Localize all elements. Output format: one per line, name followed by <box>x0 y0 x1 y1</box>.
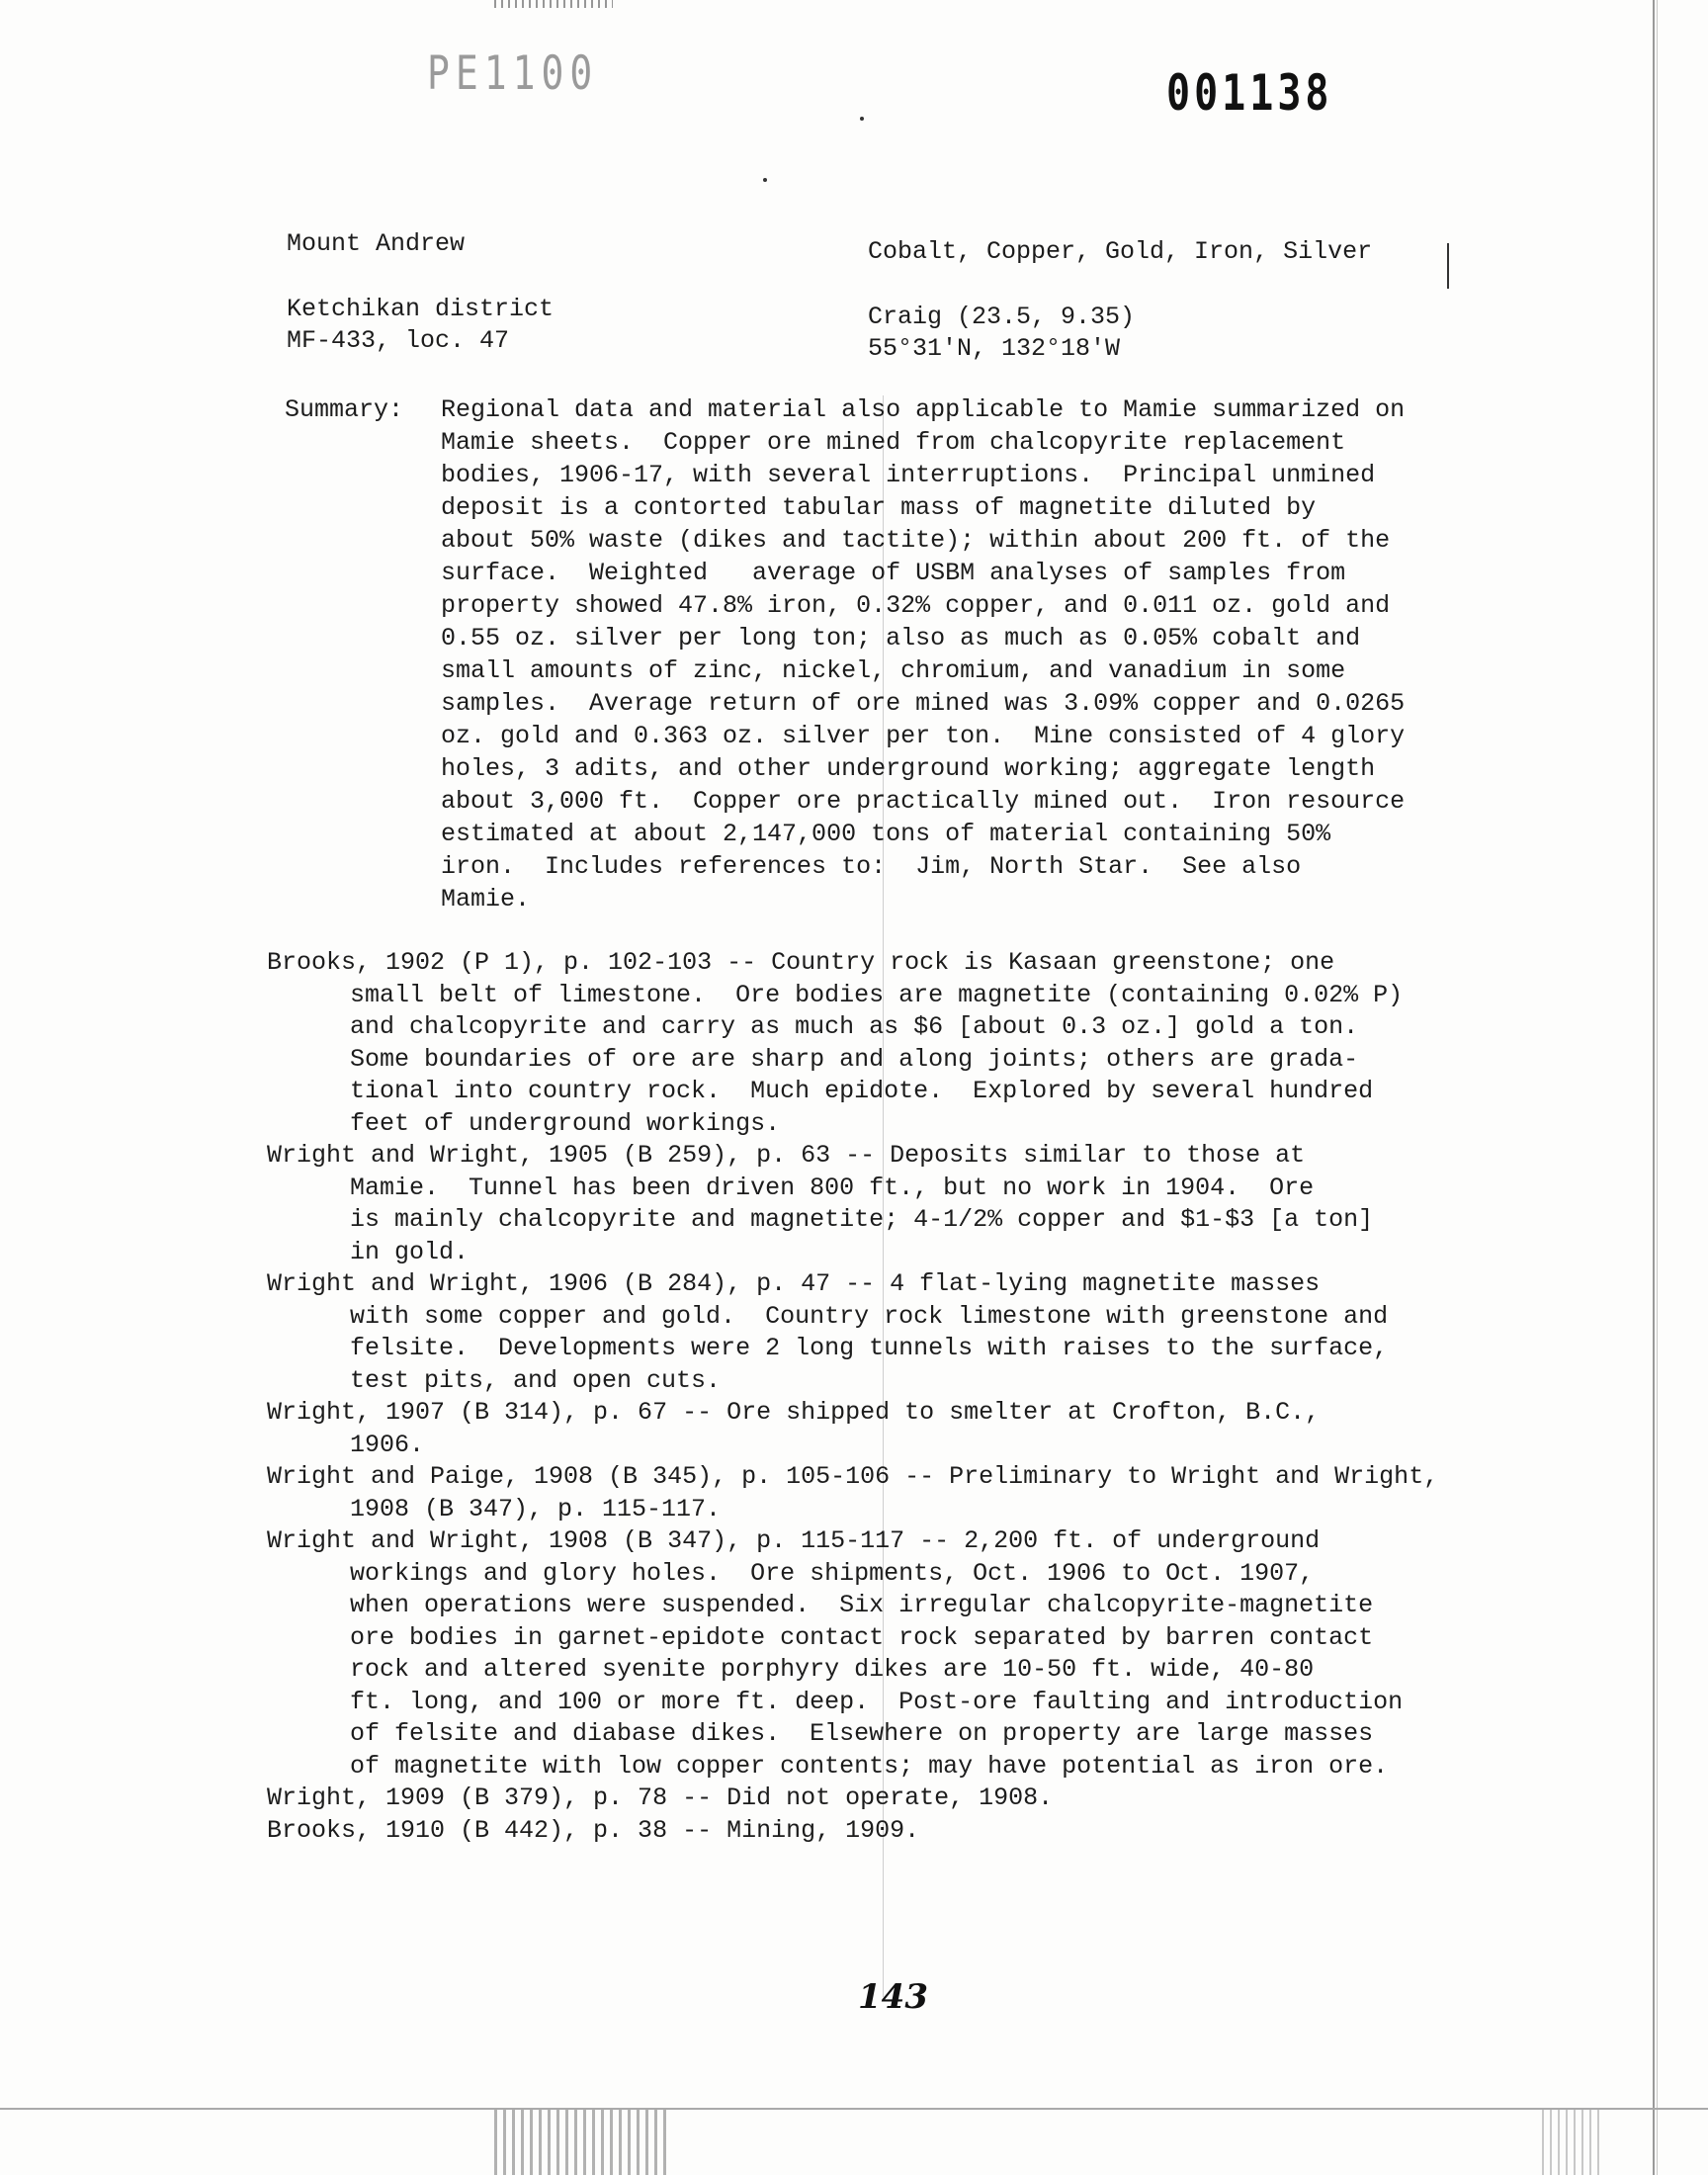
reference-line: Mamie. Tunnel has been driven 800 ft., but no work in 1904. Ore <box>350 1173 1315 1202</box>
reference-line: of magnetite with low copper contents; may have potential as iron ore. <box>350 1751 1389 1781</box>
reference-line: feet of underground workings. <box>350 1108 781 1138</box>
references-list <box>267 947 1552 1847</box>
reference-entry <box>267 1461 1552 1525</box>
reference-citation: Wright, 1907 (B 314), p. 67 -- Ore shipped to smelter at Crofton, B.C., <box>267 1398 1321 1427</box>
reference-line: when operations were suspended. Six irregular chalcopyrite-magnetite <box>350 1591 1374 1619</box>
summary-line: samples. Average return of ore mined was 3.09% copper and 0.0265 <box>441 689 1406 718</box>
reference-line: test pits, and open cuts. <box>350 1365 722 1395</box>
reference-citation: Wright and Wright, 1908 (B 347), p. 115-117 -- 2,200 ft. of underground <box>267 1526 1321 1555</box>
reference-citation: Wright, 1909 (B 379), p. 78 -- Did not operate, 1908. <box>267 1784 1054 1812</box>
summary-label: Summary: <box>285 395 404 424</box>
reference-entry <box>267 1397 1552 1461</box>
summary-line: 0.55 oz. silver per long ton; also as much as 0.05% cobalt and <box>441 624 1361 652</box>
summary-line: holes, 3 adits, and other underground working; aggregate length <box>441 754 1376 783</box>
reference-line: is mainly chalcopyrite and magnetite; 4-1/2% copper and $1-$3 [a ton] <box>350 1205 1374 1234</box>
reference-line: with some copper and gold. Country rock limestone with greenstone and <box>350 1301 1389 1331</box>
reference-entry <box>267 947 1552 1140</box>
reference-line: Some boundaries of ore are sharp and along joints; others are grada- <box>350 1044 1359 1074</box>
summary-line: property showed 47.8% iron, 0.32% copper, and 0.011 oz. gold and <box>441 591 1391 620</box>
reference-citation: Wright and Wright, 1906 (B 284), p. 47 -- 4 flat-lying magnetite masses <box>267 1269 1321 1298</box>
summary-line: Mamie sheets. Copper ore mined from chalcopyrite replacement <box>441 428 1346 457</box>
summary-line: iron. Includes references to: Jim, North Star. See also <box>441 852 1302 881</box>
summary-line: surface. Weighted average of USBM analyses of samples from <box>441 559 1346 587</box>
speck <box>763 178 767 182</box>
summary-line: Regional data and material also applicable to Mamie summarized on <box>441 395 1406 424</box>
reference-entry <box>267 1783 1552 1815</box>
page-number: 143 <box>858 1977 928 2017</box>
reference-line: rock and altered syenite porphyry dikes are 10-50 ft. wide, 40-80 <box>350 1655 1315 1684</box>
deposit-name: Mount Andrew <box>287 229 466 258</box>
summary-line: deposit is a contorted tabular mass of magnetite diluted by <box>441 493 1317 522</box>
reference-line: ore bodies in garnet-epidote contact rock separated by barren contact <box>350 1622 1374 1652</box>
district: Ketchikan district <box>287 295 555 323</box>
stamp-number-bold: 001138 <box>1166 65 1333 123</box>
scan-edge <box>1657 0 1658 2175</box>
reference-entry <box>267 1268 1552 1397</box>
scan-edge <box>1653 0 1655 2175</box>
quadrangle: Craig (23.5, 9.35) <box>868 303 1136 331</box>
map-location: MF-433, loc. 47 <box>287 326 510 355</box>
reference-line: ft. long, and 100 or more ft. deep. Post-ore faulting and introduction <box>350 1687 1404 1716</box>
reference-entry <box>267 1140 1552 1268</box>
binding-marks <box>1542 2108 1601 2175</box>
reference-line: and chalcopyrite and carry as much as $6 [about 0.3 oz.] gold a ton. <box>350 1012 1359 1041</box>
reference-citation: Wright and Paige, 1908 (B 345), p. 105-106 -- Preliminary to Wright and Wright, <box>267 1462 1439 1491</box>
summary-line: about 3,000 ft. Copper ore practically mined out. Iron resource <box>441 787 1406 816</box>
summary-line: small amounts of zinc, nickel, chromium, and vanadium in some <box>441 656 1346 685</box>
reference-citation: Brooks, 1910 (B 442), p. 38 -- Mining, 1909. <box>267 1815 920 1845</box>
reference-line: felsite. Developments were 2 long tunnels with raises to the surface, <box>350 1334 1389 1362</box>
binding-marks <box>494 2108 672 2175</box>
reference-entry <box>267 1525 1552 1783</box>
stamp-number-faint: PE1100 <box>427 45 599 100</box>
reference-line: in gold. <box>350 1237 470 1266</box>
summary-line: estimated at about 2,147,000 tons of material containing 50% <box>441 820 1331 848</box>
reference-citation: Wright and Wright, 1905 (B 259), p. 63 -- Deposits similar to those at <box>267 1141 1306 1170</box>
reference-line: 1908 (B 347), p. 115-117. <box>350 1494 722 1523</box>
summary-line: Mamie. <box>441 885 531 914</box>
margin-mark <box>1447 243 1449 289</box>
reference-line: small belt of limestone. Ore bodies are magnetite (containing 0.02% P) <box>350 980 1404 1009</box>
summary-text <box>441 393 1508 915</box>
reference-line: workings and glory holes. Ore shipments, Oct. 1906 to Oct. 1907, <box>350 1558 1315 1588</box>
reference-entry <box>267 1815 1552 1848</box>
reference-line: of felsite and diabase dikes. Elsewhere on property are large masses <box>350 1719 1374 1748</box>
summary-line: about 50% waste (dikes and tactite); within about 200 ft. of the <box>441 526 1391 555</box>
reference-citation: Brooks, 1902 (P 1), p. 102-103 -- Country rock is Kasaan greenstone; one <box>267 948 1335 977</box>
coordinates: 55°31'N, 132°18'W <box>868 334 1121 363</box>
summary-line: oz. gold and 0.363 oz. silver per ton. Mine consisted of 4 glory <box>441 722 1406 750</box>
summary-line: bodies, 1906-17, with several interruptions. Principal unmined <box>441 461 1376 489</box>
reference-line: tional into country rock. Much epidote. Explored by several hundred <box>350 1077 1374 1105</box>
reference-line: 1906. <box>350 1430 425 1459</box>
scan-edge <box>0 2108 1708 2110</box>
speck <box>860 117 864 121</box>
commodities: Cobalt, Copper, Gold, Iron, Silver <box>868 237 1373 266</box>
binding-marks <box>494 0 613 8</box>
